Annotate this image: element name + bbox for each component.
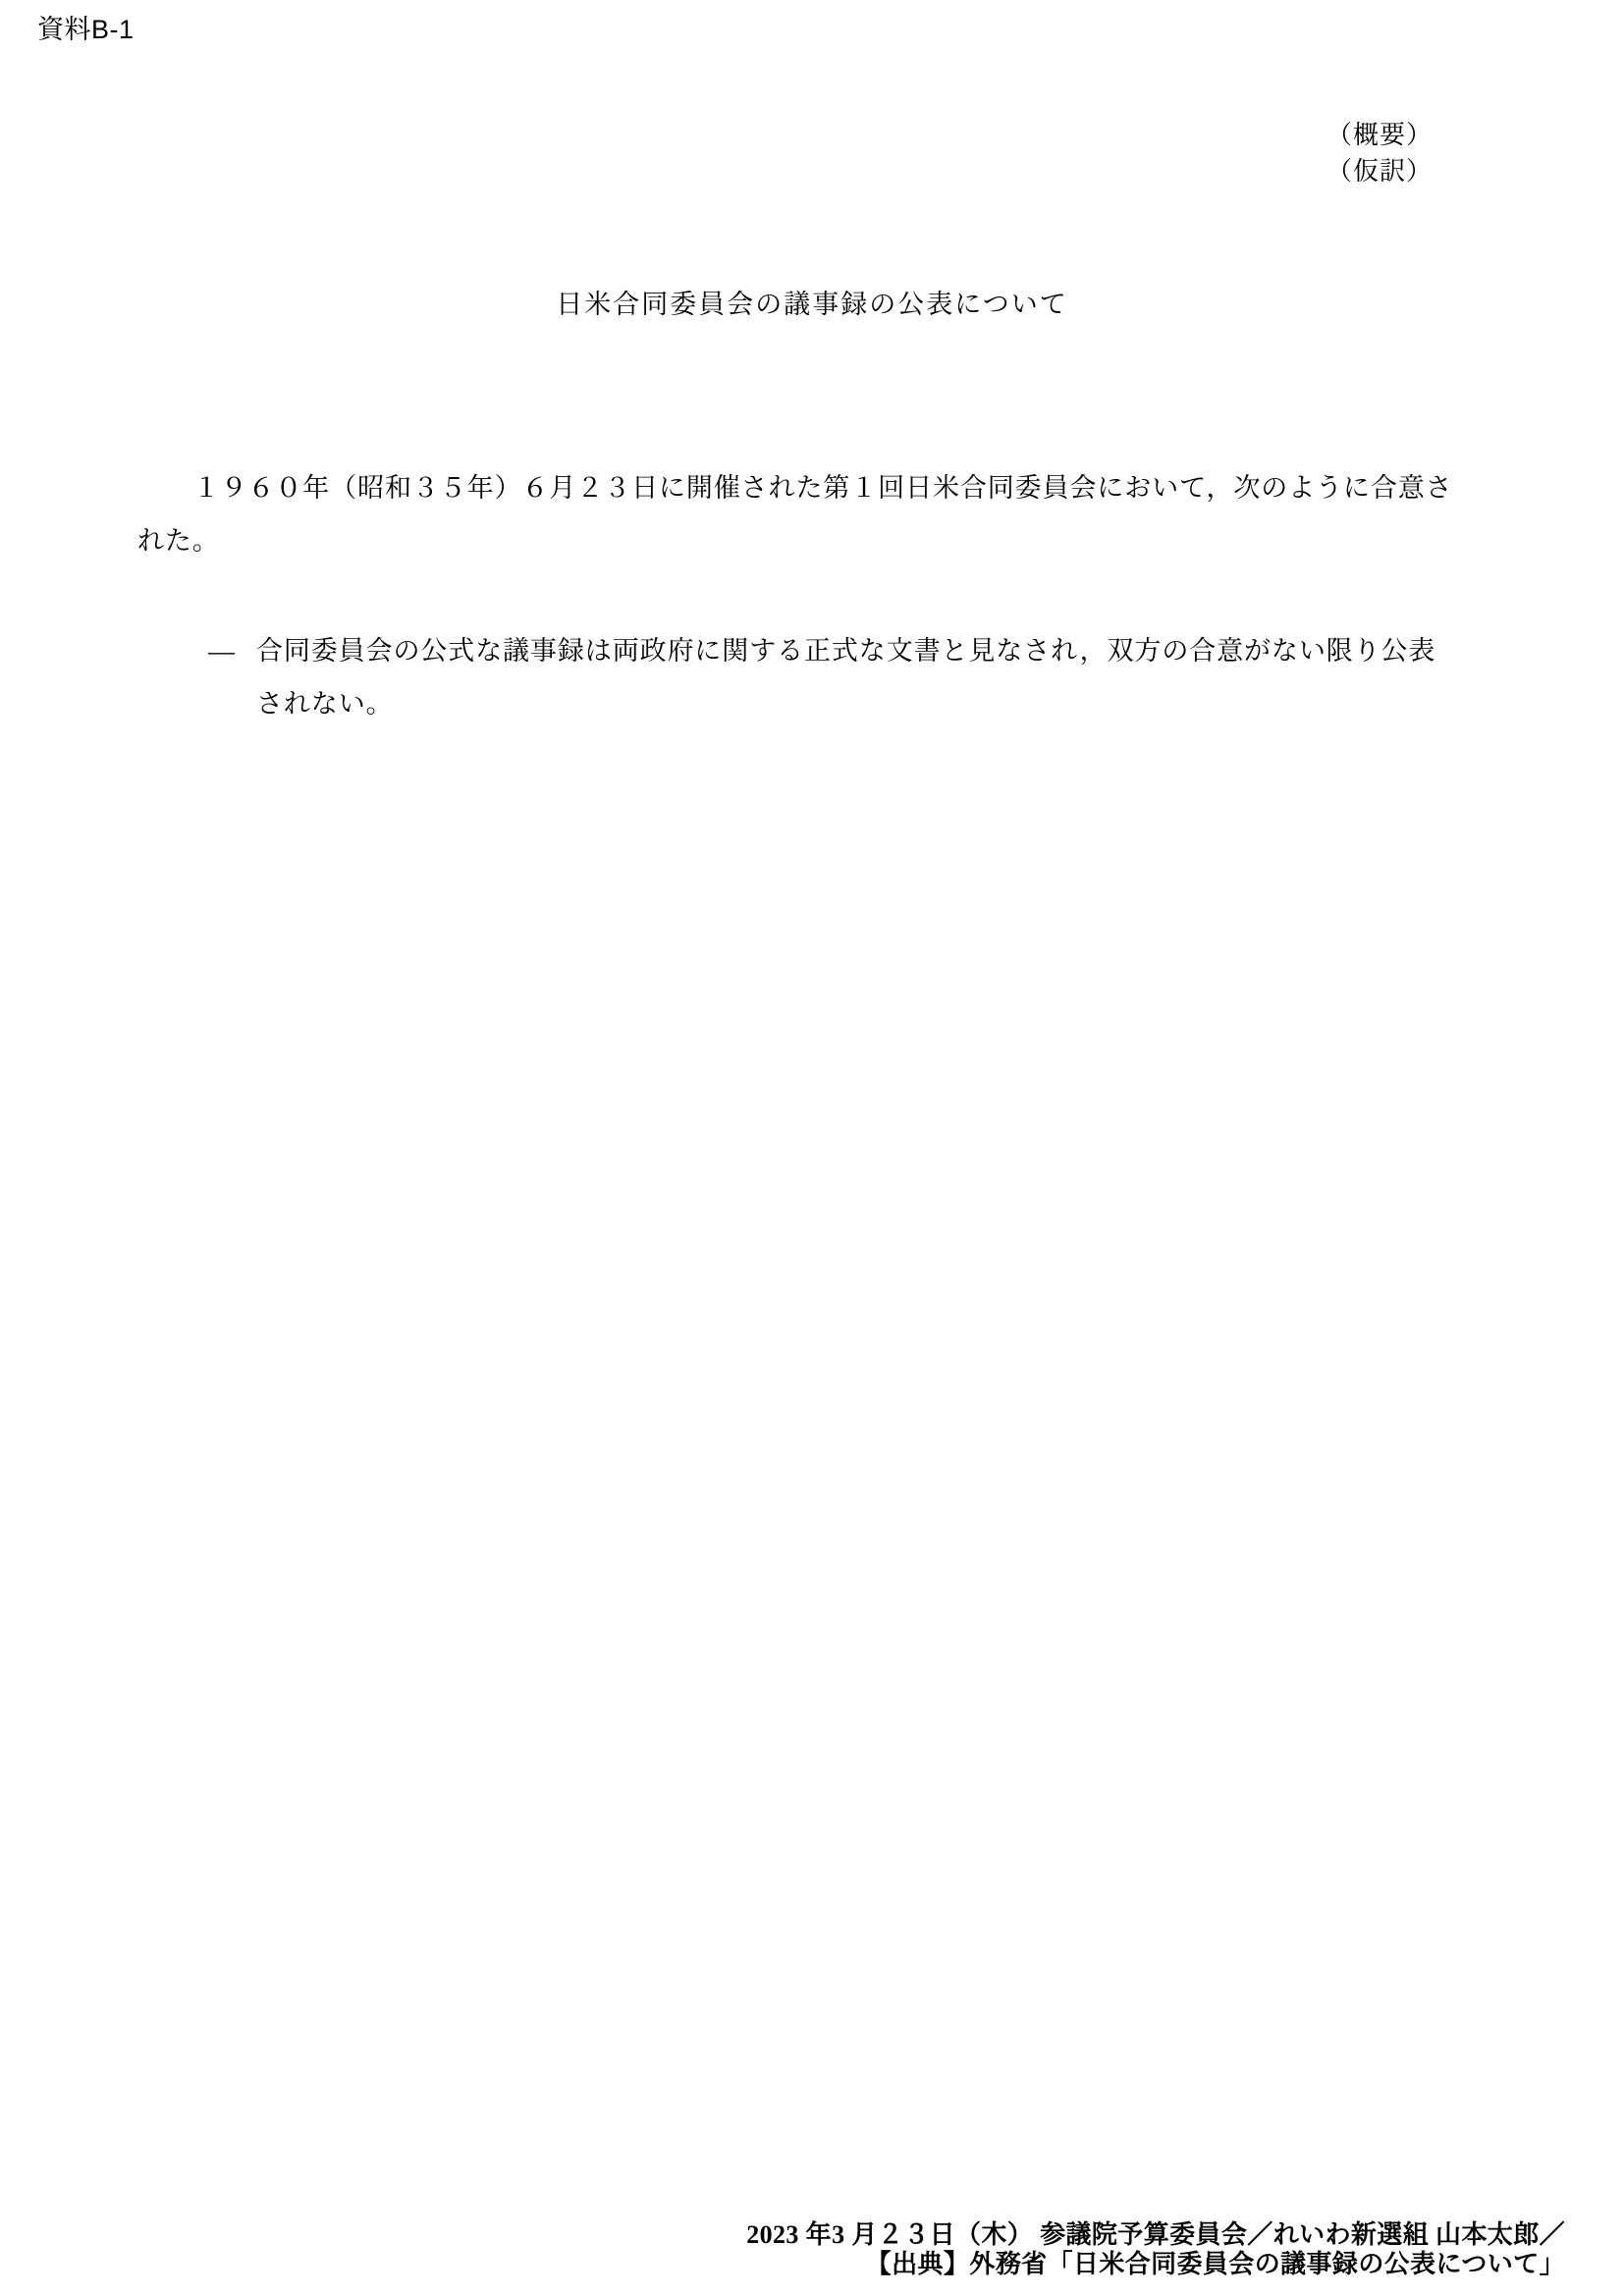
note-provisional-translation: （仮訳）: [1326, 156, 1433, 186]
body-content: [137, 461, 1453, 730]
em-dash-icon: ―: [208, 636, 235, 666]
page-title: 日米合同委員会の議事録の公表について: [556, 290, 1068, 319]
bullet-item: [137, 624, 1453, 730]
note-summary: （概要）: [1326, 121, 1433, 149]
footer: [0, 2220, 1565, 2280]
footer-line-source-meeting: 2023 年3 月２３日（木） 参議院予算委員会／れいわ新選組 山本太郎／: [746, 2219, 1565, 2249]
bullet-item-text: 合同委員会の公式な議事録は両政府に関する正式な文書と見なされ，双方の合意がない限り公表されない。: [256, 636, 1436, 719]
body-paragraph: １９６０年（昭和３５年）６月２３日に開催された第１回日米合同委員会において，次のように合意された。: [137, 473, 1453, 556]
footer-line-source-citation: 【出典】外務省「日米合同委員会の議事録の公表について」: [865, 2250, 1565, 2279]
document-id-label: 資料B-1: [37, 15, 135, 44]
top-right-notes: [1326, 118, 1433, 190]
